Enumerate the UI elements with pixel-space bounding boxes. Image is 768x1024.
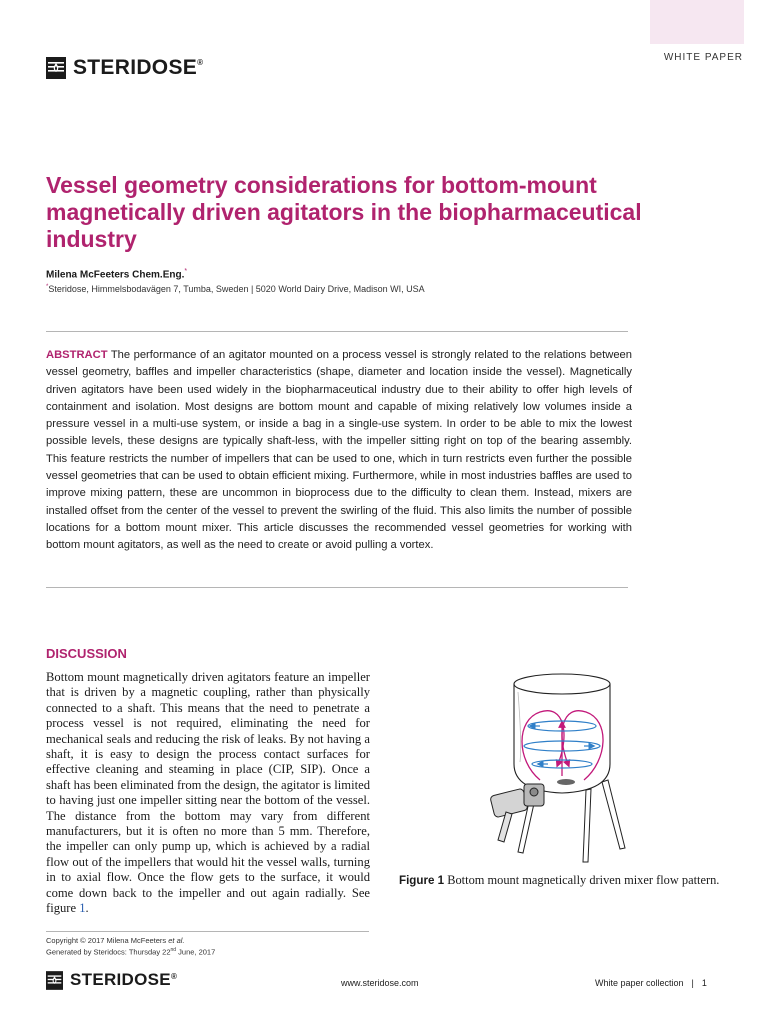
affiliation-text: Steridose, Himmelsbodavägen 7, Tumba, Sweden | 5020 World Dairy Drive, Madison WI, USA <box>48 284 425 294</box>
magnetic-drive-unit <box>490 784 544 842</box>
mixer-flow-figure <box>478 664 658 874</box>
paper-title: Vessel geometry considerations for bottom-mount magnetically driven agitators in the biopharmaceutical industry <box>46 172 642 252</box>
footer-divider <box>46 931 369 932</box>
discussion-heading: DISCUSSION <box>46 646 127 661</box>
figure-caption-text: Bottom mount magnetically driven mixer flow pattern. <box>447 873 720 887</box>
abstract-text: The performance of an agitator mounted on a process vessel is strongly related to the relations between vessel geometry, baffles and impeller characteristics (shape, diameter and location inside the vessel). Magnetically driven agitators have been used widely in the biopharmaceutical industry due to their ability to offer high levels of containment and isolation. Most designs are bottom mount and capable of mixing relatively low volumes inside a pressure vessel in a multi-use system, or inside a bag in a single-use system. In order to be able to mix the lowest possible levels, these designs are typically shaft-less, with the impeller sitting right on top of the bearing assembly. This feature restricts the number of impellers that can be used to one, which in turn restricts even further the possible vessel geometries that can be used to obtain efficient mixing. Furthermore, while in most industries baffles are used to improve mixing pattern, these are uncommon in bioprocess due to the difficulty to clean them. Instead, mixers are installed offset from the center of the vessel to prevent the swirling of the fluid. This also limits the number of possible locations for a bottom mount mixer. This article discusses the recommended vessel geometries for working with bottom mount agitators, as well as the need to create or avoid pulling a vortex. <box>46 349 632 552</box>
footer-separator: | <box>691 978 694 988</box>
logo-registered-mark: ® <box>170 972 178 981</box>
discussion-text: Bottom mount magnetically driven agitators feature an impeller that is driven by a magnetic coupling, rather than physically connected to a shaft. This means that the need to penetrate a process vessel is not required, eliminating the need for mechanical seals and reducing the risk of leaks. By not having a shaft, it is easy to design the process contact surfaces for effective cleaning and steaming in place (CIP, SIP). Once a shaft has been eliminated from the design, the agitator is limited to having just one impeller sitting near the bottom of the vessel. The distance from the bottom may vary from different manufacturers, but it is often no more than 5 mm. Therefore, the impeller can only pump up, which is achieved by a radial flow out of the impellers that would hit the vessel walls, turning in to axial flow. Once the flow gets to the surface, it would come down back to the impeller and out again radially. See figure <box>46 670 370 916</box>
header-accent-tab <box>650 0 744 44</box>
affiliation-mark: * <box>46 284 49 290</box>
logo-wordmark: STERIDOSE <box>73 56 198 79</box>
author-mark: * <box>184 268 188 275</box>
logo-icon <box>46 971 63 990</box>
author-line <box>46 268 187 280</box>
figure-caption <box>399 872 729 889</box>
generated-line <box>46 947 215 957</box>
figure-label: Figure 1 <box>399 874 445 887</box>
abstract-keyword: ABSTRACT <box>46 349 108 361</box>
website-link[interactable]: www.steridose.com <box>341 978 419 988</box>
author-name: Milena McFeeters Chem.Eng. <box>46 269 185 281</box>
copyright-line <box>46 936 185 945</box>
generated-prefix: Generated by Steridocs: Thursday 22 <box>46 947 171 957</box>
logo-registered-mark: ® <box>197 58 204 67</box>
affiliation-line <box>46 284 425 294</box>
logo-wordmark: STERIDOSE <box>70 970 171 989</box>
divider-bottom <box>46 587 628 588</box>
figure-reference-link[interactable]: 1 <box>79 901 86 916</box>
divider-top <box>46 331 628 332</box>
doc-type-label: WHITE PAPER <box>663 52 743 63</box>
copyright-etal: et al. <box>168 936 185 945</box>
discussion-end: . <box>85 901 89 916</box>
steridose-logo <box>46 56 203 80</box>
generated-sup: nd <box>170 947 177 953</box>
collection-label: White paper collection <box>595 978 684 988</box>
abstract-block <box>46 347 632 555</box>
copyright-text: Copyright © 2017 Milena McFeeters <box>46 936 167 945</box>
logo-icon <box>46 57 66 79</box>
generated-suffix: June, 2017 <box>176 947 216 957</box>
page-number: 1 <box>701 978 707 988</box>
page-footer-right <box>595 978 707 988</box>
impeller <box>557 779 575 785</box>
steridose-logo-footer <box>46 970 177 990</box>
discussion-body <box>46 670 370 917</box>
